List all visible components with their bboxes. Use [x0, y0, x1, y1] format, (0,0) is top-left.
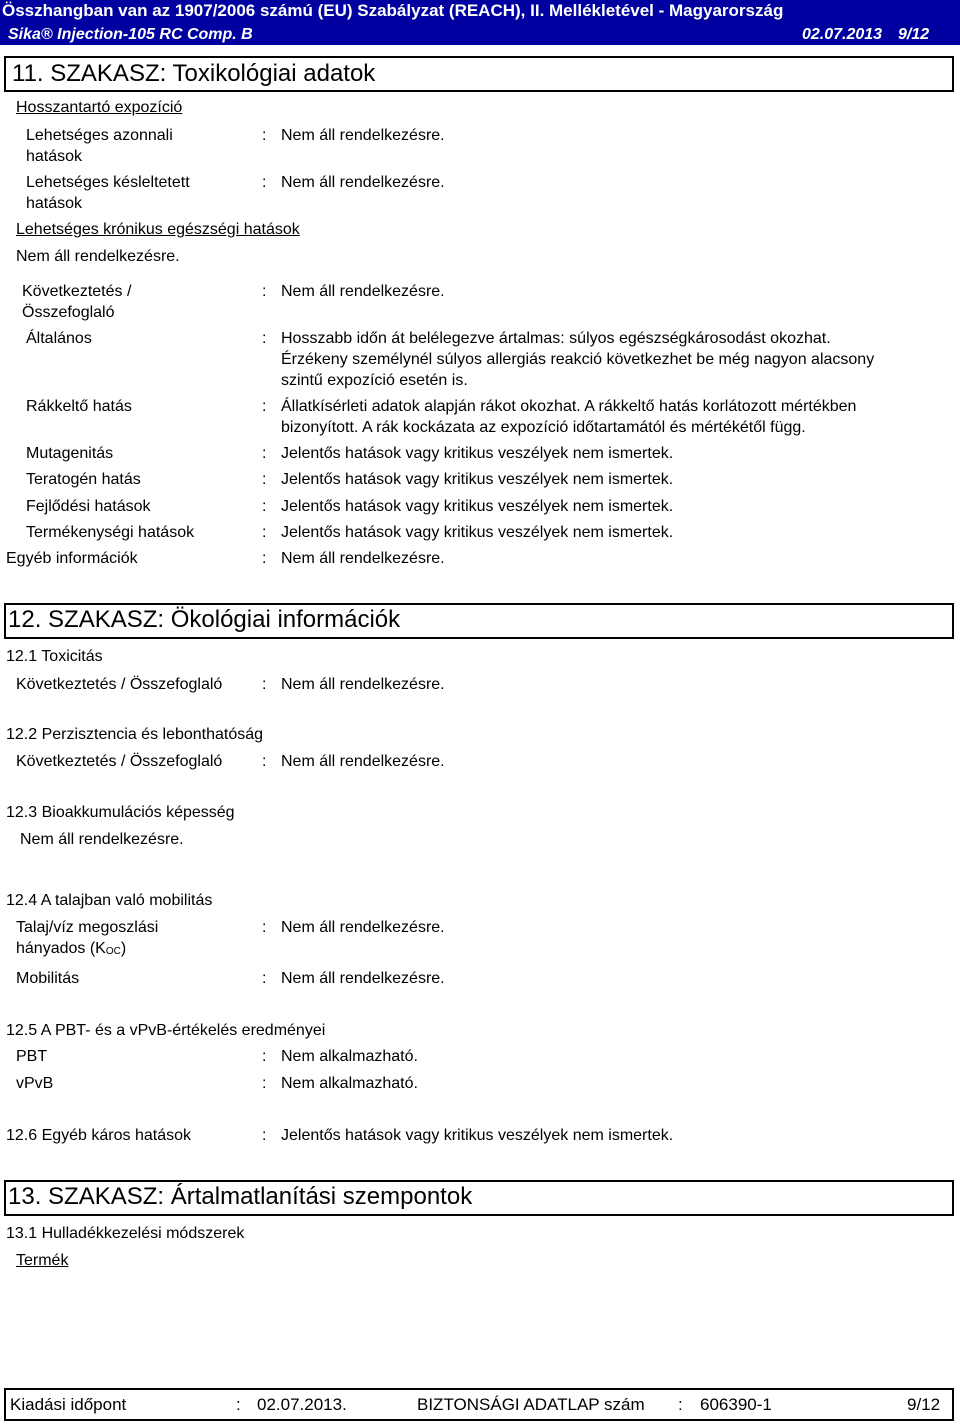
colon: :: [262, 970, 267, 987]
persistence-conclusion-label: Következtetés / Összefoglaló: [16, 753, 223, 770]
carcinogenicity-label: Rákkeltő hatás: [26, 398, 132, 415]
colon: :: [262, 398, 267, 415]
colon: :: [262, 550, 267, 567]
delayed-effects-label-2: hatások: [26, 195, 83, 212]
product-name: Sika® Injection-105 RC Comp. B: [8, 26, 253, 43]
persistence-heading: 12.2 Perzisztencia és lebonthatóság: [6, 726, 264, 743]
toxicity-heading: 12.1 Toxicitás: [6, 648, 103, 665]
fertility-effects-value: Jelentős hatások vagy kritikus veszélyek nem ismertek.: [281, 524, 674, 541]
colon: :: [262, 919, 267, 936]
pbt-label: PBT: [16, 1048, 48, 1065]
other-adverse-effects-value: Jelentős hatások vagy kritikus veszélyek nem ismertek.: [281, 1127, 674, 1144]
mobility-label: Mobilitás: [16, 970, 80, 987]
chronic-effects-heading: Lehetséges krónikus egészségi hatások: [16, 221, 300, 238]
header-page: 9/12: [898, 26, 930, 43]
mutagenicity-value: Jelentős hatások vagy kritikus veszélyek nem ismertek.: [281, 445, 674, 462]
product-label: Termék: [16, 1252, 69, 1269]
fertility-effects-label: Termékenységi hatások: [26, 524, 195, 541]
colon: :: [262, 127, 267, 144]
issue-date-value: 02.07.2013.: [257, 1395, 347, 1414]
chronic-effects-value: Nem áll rendelkezésre.: [16, 248, 180, 265]
section-11-title: 11. SZAKASZ: Toxikológiai adatok: [12, 60, 376, 87]
section-13-title: 13. SZAKASZ: Ártalmatlanítási szempontok: [8, 1183, 473, 1210]
waste-treatment-heading: 13.1 Hulladékkezelési módszerek: [6, 1225, 245, 1242]
long-term-exposure-heading: Hosszantartó expozíció: [16, 99, 183, 116]
header-date: 02.07.2013: [802, 26, 883, 43]
immediate-effects-value: Nem áll rendelkezésre.: [281, 127, 445, 144]
koc-label: Talaj/víz megoszlási: [16, 919, 159, 936]
colon: :: [262, 445, 267, 462]
carcinogenicity-value-line-1: Állatkísérleti adatok alapján rákot okozhat. A rákkeltő hatás korlátozott mértékben: [281, 398, 857, 415]
general-label: Általános: [26, 330, 92, 347]
conclusion-label: Következtetés /: [22, 283, 132, 300]
koc-value: Nem áll rendelkezésre.: [281, 919, 445, 936]
vpvb-label: vPvB: [16, 1075, 54, 1092]
footer-page: 9/12: [907, 1395, 941, 1414]
koc-label-2: hányados $(K_{OC})$: [16, 940, 127, 957]
soil-mobility-heading: 12.4 A talajban való mobilitás: [6, 892, 213, 909]
mobility-value: Nem áll rendelkezésre.: [281, 970, 445, 987]
sds-number-value: 606390-1: [700, 1395, 772, 1414]
conclusion-label-2: Összefoglaló: [22, 304, 115, 321]
general-value-line-1: Hosszabb időn át belélegezve ártalmas: súlyos egészségkárosodást okozhat.: [281, 330, 831, 347]
vpvb-value: Nem alkalmazható.: [281, 1075, 418, 1092]
persistence-conclusion-value: Nem áll rendelkezésre.: [281, 753, 445, 770]
colon: :: [262, 676, 267, 693]
developmental-effects-value: Jelentős hatások vagy kritikus veszélyek nem ismertek.: [281, 498, 674, 515]
colon: :: [262, 498, 267, 515]
bioaccumulation-heading: 12.3 Bioakkumulációs képesség: [6, 804, 235, 821]
mutagenicity-label: Mutagenitás: [26, 445, 114, 462]
colon: :: [236, 1395, 241, 1414]
sds-number-label: BIZTONSÁGI ADATLAP szám: [417, 1395, 645, 1414]
colon: :: [262, 330, 267, 347]
other-information-label: Egyéb információk: [6, 550, 138, 567]
section-12-title: 12. SZAKASZ: Ökológiai információk: [8, 606, 401, 633]
carcinogenicity-value-line-2: bizonyított. A rák kockázata az expozíció időtartamától és mértékétől függ.: [281, 419, 806, 436]
regulation-title: Összhangban van az 1907/2006 számú (EU) Szabályzat (REACH), II. Mellékletével - Magyarország: [2, 1, 784, 20]
colon: :: [262, 1075, 267, 1092]
colon: :: [262, 283, 267, 300]
colon: :: [262, 753, 267, 770]
other-adverse-effects-label: 12.6 Egyéb káros hatások: [6, 1127, 192, 1144]
delayed-effects-value: Nem áll rendelkezésre.: [281, 174, 445, 191]
conclusion-value: Nem áll rendelkezésre.: [281, 283, 445, 300]
immediate-effects-label-2: hatások: [26, 148, 83, 165]
colon: :: [678, 1395, 683, 1414]
colon: :: [262, 1127, 267, 1144]
pbt-heading: 12.5 A PBT- és a vPvB-értékelés eredményei: [6, 1022, 326, 1039]
colon: :: [262, 174, 267, 191]
general-value-line-3: szintű expozíció esetén is.: [281, 372, 468, 389]
teratogenicity-label: Teratogén hatás: [26, 471, 141, 488]
developmental-effects-label: Fejlődési hatások: [26, 498, 151, 515]
toxicity-conclusion-label: Következtetés / Összefoglaló: [16, 676, 223, 693]
bioaccumulation-value: Nem áll rendelkezésre.: [20, 831, 184, 848]
toxicity-conclusion-value: Nem áll rendelkezésre.: [281, 676, 445, 693]
colon: :: [262, 524, 267, 541]
colon: :: [262, 471, 267, 488]
other-information-value: Nem áll rendelkezésre.: [281, 550, 445, 567]
pbt-value: Nem alkalmazható.: [281, 1048, 418, 1065]
teratogenicity-value: Jelentős hatások vagy kritikus veszélyek nem ismertek.: [281, 471, 674, 488]
delayed-effects-label: Lehetséges késleltetett: [26, 174, 190, 191]
issue-date-label: Kiadási időpont: [10, 1395, 127, 1414]
immediate-effects-label: Lehetséges azonnali: [26, 127, 173, 144]
colon: :: [262, 1048, 267, 1065]
general-value-line-2: Érzékeny személynél súlyos allergiás reakció következhet be még nagyon alacsony: [281, 351, 875, 368]
